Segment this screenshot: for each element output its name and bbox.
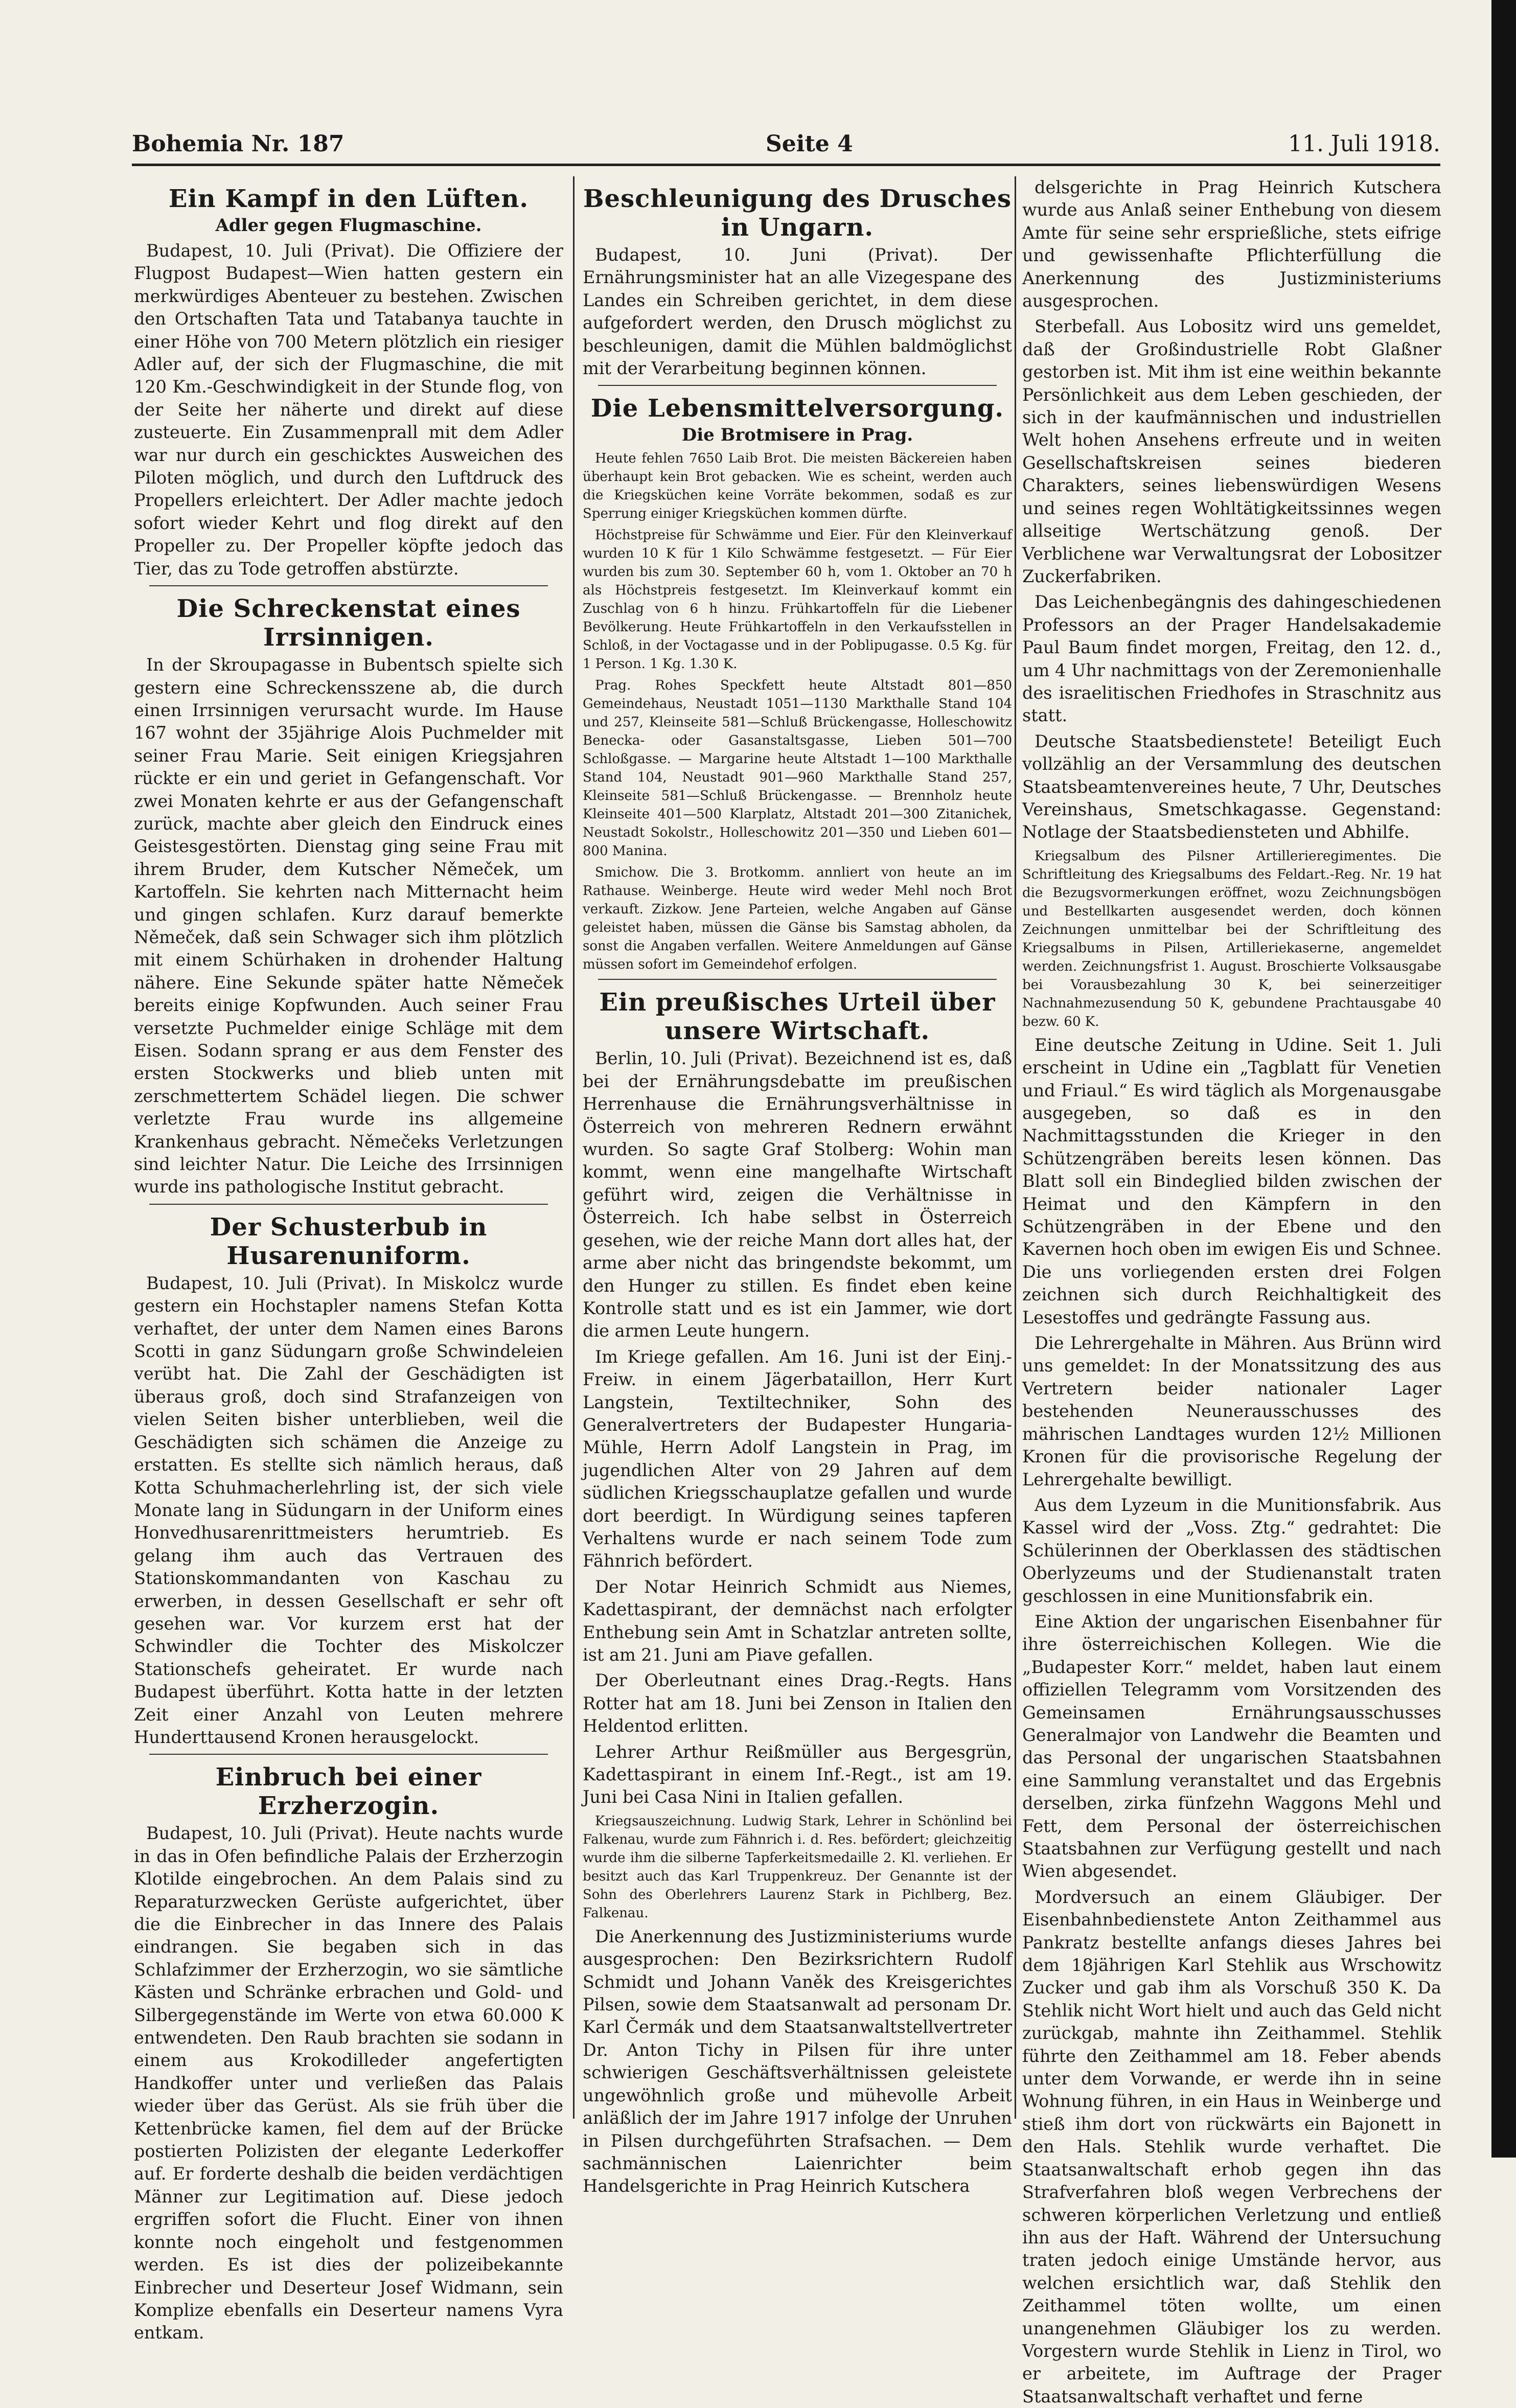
article-text: Das Leichenbegängnis des dahingeschiedenen Professors an der Prager Handelsakademie Paul Baum findet morgen, Freitag, den 12. d., um 4 Uhr nachmittags von der Zeremonienhalle des israelitischen Friedhofes in Straschnitz aus statt. bbox=[1022, 592, 1441, 726]
article-headline: Einbruch bei einer Erzherzogin. bbox=[215, 1763, 482, 1821]
article-text: Budapest, 10. Juni (Privat). Der Ernährungsminister hat an alle Vizegespane des Landes ein Schreiben gerichtet, in dem diese aufgefordert werden, den Drusch möglichst zu beschleunigen, damit die Mühlen baldmöglichst mit der Verarbeitung beginnen können. bbox=[583, 245, 1012, 379]
article-text: Budapest, 10. Juli (Privat). Heute nachts wurde in das in Ofen befindliche Palais der Erzherzogin Klotilde eingebrochen. An dem Palais sind zu Reparaturzwecken Gerüste aufgerichtet, über die die Einbrecher in das Innere des Palais eindrangen. Sie begaben sich in das Schlafzimmer der Erzherzogin, wo sie sämtliche Kästen und Schränke erbrachen und Gold- und Silbergegenstände im Werte von etwa 60.000 K entwendeten. Den Raub brachten sie sodann in einem aus Krokodilleder angefertigten Handkoffer unter und verließen das Palais wieder über das Gerüst. Als sie früh über die Kettenbrücke kamen, fiel dem auf der Brücke postierten Polizisten der elegante Lederkoffer auf. Er forderte deshalb die beiden verdächtigen Männer zur Legitimation auf. Diese jedoch ergriffen sofort die Flucht. Einer von ihnen konnte noch eingeholt und festgenommen werden. Es ist dies der polizeibekannte Einbrecher und Deserteur Josef Widmann, sein Komplize ebenfalls ein Deserteur namens Vyra entkam. bbox=[134, 1823, 563, 2343]
article-text: Kriegsauszeichnung. Ludwig Stark, Lehrer in Schönlind bei Falkenau, wurde zum Fähnrich i. d. Res. befördert; gleichzeitig wurde ihm die silberne Tapferkeitsmedaille 2. Kl. verliehen. Er besitzt auch das Karl Truppenkreuz. Der Genannte ist der Sohn des Oberlehrers Laurenz Stark in Pichlberg, Bez. Falkenau. bbox=[583, 1813, 1012, 1921]
column-left bbox=[134, 176, 563, 2343]
article-text: Smichow. Die 3. Brotkomm. annliert von heute an im Rathause. Weinberge. Heute wird weder Mehl noch Brot verkauft. Zizkow. Jene Parteien, welche Angaben auf Gänse geleistet haben, müssen die Gänse bis Samstag abholen, da sonst die Angaben verfallen. Weitere Anmeldungen auf Gänse müssen sofort im Gemeindehof erfolgen. bbox=[583, 865, 1012, 973]
article-text: Im Kriege gefallen. Am 16. Juni ist der Einj.-Freiw. in einem Jägerbataillon, Herr Kurt Langstein, Textiltechniker, Sohn des Generalvertreters der Budapester Hungaria-Mühle, Herrn Adolf Langstein in Prag, im jugendlichen Alter von 29 Jahren auf dem südlichen Kriegsschauplatze gefallen und wurde dort beerdigt. In Würdigung seines tapferen Verhaltens wurde er nach seinem Tode zum Fähnrich befördert. bbox=[583, 1346, 1012, 1571]
article-headline: Ein Kampf in den Lüften. bbox=[168, 185, 529, 213]
article-divider bbox=[598, 979, 997, 980]
article-headline: Die Lebensmittelversorgung. bbox=[590, 394, 1004, 423]
article-divider bbox=[149, 1754, 548, 1755]
article-text: Höchstpreise für Schwämme und Eier. Für den Kleinverkauf wurden 10 K für 1 Kilo Schwämme festgesetzt. — Für Eier wurden bis zum 30. September 60 h, vom 1. Oktober an 70 h als Höchstpreis festgesetzt. Im Kleinverkauf kommt ein Zuschlag von 6 h hinzu. Frühkartoffeln für die Liebener Bevölkerung. Heute Frühkartoffeln in den Verkaufsstellen in Schloß, in der Voctagasse und in der Poblipugasse. 0.5 Kg. für 1 Person. 1 Kg. 1.30 K. bbox=[583, 528, 1012, 672]
article-text: Deutsche Staatsbedienstete! Beteiligt Euch vollzählig an der Versammlung des deutschen Staatsbeamtenvereines heute, 7 Uhr, Deutsches Vereinshaus, Smetschkagasse. Gegenstand: Notlage der Staatsbediensteten und Abhilfe. bbox=[1022, 731, 1441, 842]
article-text: delsgerichte in Prag Heinrich Kutschera wurde aus Anlaß seiner Enthebung von diesem Amte für seine sehr ersprießliche, stets eifrige und gewissenhafte Pflichterfüllung die Anerkennung des Justizministeriums ausgesprochen. bbox=[1022, 177, 1441, 311]
header-date: 11. Juli 1918. bbox=[1288, 131, 1440, 157]
article-divider bbox=[598, 385, 997, 386]
article-text: Heute fehlen 7650 Laib Brot. Die meisten Bäckereien haben überhaupt kein Brot gebacken. Wie es scheint, werden auch die Kriegsküchen keine Vorräte bekommen, sodaß es zur Sperrung einiger Kriegsküchen kommen dürfte. bbox=[583, 451, 1012, 522]
article-text: Prag. Rohes Speckfett heute Altstadt 801—850 Gemeindehaus, Neustadt 1051—1130 Markthalle Stand 104 und 257, Kleinseite 581—Schluß Brückengasse, Holleschowitz Benecka- oder Gasanstaltsgasse, Lieben 501—700 Schloßgasse. — Margarine heute Altstadt 1—100 Markthalle Stand 104, Neustadt 901—960 Markthalle Stand 257, Kleinseite 581—Schluß Brückengasse. — Brennholz heute Kleinseite 401—500 Klarplatz, Altstadt 201—300 Zitanichek, Neustadt Sokolstr., Holleschowitz 201—350 und Lieben 601—800 Manina. bbox=[583, 678, 1012, 859]
article-subheadline: Die Brotmisere in Prag. bbox=[681, 425, 913, 446]
scan-edge bbox=[1491, 0, 1516, 2158]
header-issue: Bohemia Nr. 187 bbox=[132, 131, 344, 157]
column-divider bbox=[573, 176, 575, 2119]
column-right bbox=[1022, 176, 1441, 2406]
article-subheadline: Adler gegen Flugmaschine. bbox=[215, 215, 482, 236]
article-text: Der Notar Heinrich Schmidt aus Niemes, Kadettaspirant, der demnächst nach erfolgter Enthebung sein Amt in Schatzlar antreten sollte, ist am 21. Juni am Piave gefallen. bbox=[583, 1576, 1012, 1665]
column-middle bbox=[583, 176, 1012, 2196]
article-divider bbox=[149, 585, 548, 586]
article-text: Aus dem Lyzeum in die Munitionsfabrik. Aus Kassel wird der „Voss. Ztg.“ gedrahtet: Die Schülerinnen der Oberklassen des städtischen Oberlyzeums und der Studienanstalt traten geschlossen in eine Munitionsfabrik ein. bbox=[1022, 1495, 1441, 1606]
article-text: Mordversuch an einem Gläubiger. Der Eisenbahnbedienstete Anton Zeithammel aus Pankratz bestellte anfangs dieses Jahres bei dem 18jährigen Karl Stehlik aus Wrschowitz Zucker und gab ihm als Vorschuß 350 K. Da Stehlik nicht Wort hielt und auch das Geld nicht zurückgab, mahnte ihn Zeithammel. Stehlik führte den Zeithammel am 18. Feber abends unter dem Vorwande, er werde ihn in seine Wohnung führen, in ein Haus in Weinberge und stieß ihm dort von rückwärts ein Bajonett in den Hals. Stehlik wurde verhaftet. Die Staatsanwaltschaft erhob gegen ihn das Strafverfahren bloß wegen Verbrechens der schweren körperlichen Verletzung und entließ ihn aus der Haft. Während der Untersuchung traten jedoch einige Umstände hervor, aus welchen ersichtlich war, daß Stehlik den Zeithammel töten wollte, um einen unangenehmen Gläubiger los zu werden. Vorgestern wurde Stehlik in Lienz in Tirol, wo er arbeitete, im Auftrage der Prager Staatsanwaltschaft verhaftet und ferne bbox=[1022, 1887, 1441, 2406]
column-divider bbox=[1015, 176, 1016, 2119]
article-text: Die Anerkennung des Justizministeriums wurde ausgesprochen: Den Bezirksrichtern Rudolf Schmidt und Johann Vaněk des Kreisgerichtes Pilsen, sowie dem Staatsanwalt ad personam Dr. Karl Čermák und dem Staatsanwaltstellvertreter Dr. Anton Tichy in Pilsen für ihre unter schwierigen Geschäftsverhältnissen geleistete ungewöhnlich große und mühevolle Arbeit anläßlich der im Jahre 1917 infolge der Unruhen in Pilsen durchgeführten Strafsachen. — Dem sachmännischen Laienrichter beim Handelsgerichte in Prag Heinrich Kutschera bbox=[583, 1926, 1012, 2196]
article-headline: Beschleunigung des Drusches in Ungarn. bbox=[583, 185, 1012, 242]
article-text: Eine deutsche Zeitung in Udine. Seit 1. Juli erscheint in Udine ein „Tagblatt für Venetien und Friaul.“ Es wird täglich als Morgenausgabe ausgegeben, so daß es in den Nachmittagsstunden die Krieger in den Schützengräben bereits lesen können. Das Blatt soll ein Bindeglied bilden zwischen der Heimat und den Kämpfern in den Schützengräben in der Ebene und den Kavernen hoch oben im ewigen Eis und Schnee. Die uns vorliegenden ersten drei Folgen zeichnen sich durch Reichhaltigkeit des Lesestoffes und gedrängte Fassung aus. bbox=[1022, 1035, 1441, 1327]
article-text: Eine Aktion der ungarischen Eisenbahner für ihre österreichischen Kollegen. Wie die „Budapester Korr.“ meldet, haben laut einem offiziellen Telegramm vom Vorsitzenden des Gemeinsamen Ernährungsausschusses Generalmajor von Landwehr die Beamten und das Personal der ungarischen Staatsbahnen eine Sammlung veranstaltet und das Ergebnis derselben, zirka fünfzehn Waggons Mehl und Fett, dem Personal der österreichischen Staatsbahnen zur Verfügung gestellt und nach Wien abgesendet. bbox=[1022, 1611, 1441, 1882]
article-text: Budapest, 10. Juli (Privat). In Miskolcz wurde gestern ein Hochstapler namens Stefan Kotta verhaftet, der unter dem Namen eines Barons Scotti in ganz Südungarn große Schwindeleien verübt hat. Die Zahl der Geschädigten ist überaus groß, doch sind Strafanzeigen von vielen Seiten bisher unterblieben, weil die Geschädigten sich schämen die Anzeige zu erstatten. Es stellte sich nämlich heraus, daß Kotta Schuhmacherlehrling ist, der sich viele Monate lang in Südungarn in der Uniform eines Honvedhusarenrittmeisters herumtrieb. Es gelang ihm auch das Vertrauen des Stationskommandanten von Kaschau zu erwerben, in dessen Gesellschaft er sehr oft gesehen war. Vor kurzem erst hat der Schwindler die Tochter des Miskolczer Stationschefs geheiratet. Er wurde nach Budapest überführt. Kotta hatte in der letzten Zeit einer Anzahl von Leuten mehrere Hunderttausend Kronen herausgelockt. bbox=[134, 1273, 563, 1747]
article-text: Sterbefall. Aus Lobositz wird uns gemeldet, daß der Großindustrielle Robt Glaßner gestorben ist. Mit ihm ist eine weithin bekannte Persönlichkeit aus dem Leben geschieden, der sich in der kaufmännischen und industriellen Welt hohen Ansehens erfreute und in weiten Gesellschaftskreisen seines biederen Charakters, seines liebenswürdigen Wesens und seines regen Wohltätigkeitssinnes wegen allseitige Wertschätzung genoß. Der Verblichene war Verwaltungsrat der Lobositzer Zuckerfabriken. bbox=[1022, 316, 1441, 586]
article-text: Lehrer Arthur Reißmüller aus Bergesgrün, Kadettaspirant in einem Inf.-Regt., ist am 19. Juni bei Casa Nini in Italien gefallen. bbox=[583, 1741, 1012, 1807]
article-headline: Der Schusterbub in Husarenuniform. bbox=[210, 1212, 488, 1270]
article-divider bbox=[149, 1204, 548, 1205]
article-text: Der Oberleutnant eines Drag.-Regts. Hans Rotter hat am 18. Juni bei Zenson in Italien den Heldentod erlitten. bbox=[583, 1670, 1012, 1736]
article-headline: Ein preußisches Urteil über unsere Wirtschaft. bbox=[599, 988, 996, 1046]
article-text: Berlin, 10. Juli (Privat). Bezeichnend ist es, daß bei der Ernährungsdebatte im preußischen Herrenhause die Ernährungsverhältnisse in Österreich von mehreren Rednern erwähnt wurden. So sagte Graf Stolberg: Wohin man kommt, wenn eine mangelhafte Wirtschaft geführt wird, zeigen die Verhältnisse in Österreich. Ich habe selbst in Österreich gesehen, wie der reiche Mann dort alles hat, der arme aber nicht das bringendste bekommt, um den Hunger zu stillen. Es findet eben keine Kontrolle statt und es ist ein Jammer, wie dort die armen Leute hungern. bbox=[583, 1048, 1012, 1341]
article-headline: Die Schreckenstat eines Irrsinnigen. bbox=[176, 594, 521, 652]
article-text: In der Skroupagasse in Bubentsch spielte sich gestern eine Schreckensszene ab, die durch einen Irrsinnigen verursacht wurde. Im Hause 167 wohnt der 35jährige Alois Puchmelder mit seiner Frau Marie. Seit einigen Kriegsjahren rückte er ein und geriet in Gefangenschaft. Vor zwei Monaten kehrte er aus der Gefangenschaft zurück, machte aber gleich den Eindruck eines Geistesgestörten. Dienstag ging seine Frau mit ihrem Bruder, dem Kutscher Němeček, um Kartoffeln. Sie kehrten nach Mitternacht heim und gingen schlafen. Kurz darauf bemerkte Němeček, daß sein Schwager sich ihm plötzlich mit einem Schürhaken in drohender Haltung nähere. Eine Sekunde später hatte Němeček bereits einige Kopfwunden. Auch seiner Frau versetzte Puchmelder einige Schläge mit dem Eisen. Sodann sprang er aus dem Fenster des ersten Stockwerks und blieb unten mit zerschmettertem Schädel liegen. Die schwer verletzte Frau wurde ins allgemeine Krankenhaus gebracht. Němečeks Verletzungen sind leichter Natur. Die Leiche des Irrsinnigen wurde ins pathologische Institut gebracht. bbox=[134, 655, 563, 1197]
header-rule bbox=[132, 164, 1440, 166]
article-text: Budapest, 10. Juli (Privat). Die Offiziere der Flugpost Budapest—Wien hatten gestern ein merkwürdiges Abenteuer zu bestehen. Zwischen den Ortschaften Tata und Tatabanya tauchte in einer Höhe von 700 Metern plötzlich ein riesiger Adler auf, der sich der Flugmaschine, die mit 120 Km.-Geschwindigkeit in der Stunde flog, von der Seite her näherte und direkt auf diese zusteuerte. Ein Zusammenprall mit dem Adler war nur durch ein geschicktes Ausweichen des Piloten möglich, und durch den Luftdruck des Propellers erleichtert. Der Adler machte jedoch sofort wieder Kehrt und flog direkt auf den Propeller zu. Der Propeller köpfte jedoch das Tier, das zu Tode getroffen abstürzte. bbox=[134, 241, 563, 579]
article-text: Kriegsalbum des Pilsner Artillerieregimentes. Die Schriftleitung des Kriegsalbums des Feldart.-Reg. Nr. 19 hat die Bezugsvormerkungen eröffnet, wozu Zeichnungsbögen und Bestellkarten ausgesendet werden, doch können Zeichnungen unmittelbar bei der Schriftleitung des Kriegsalbums in Pilsen, Artilleriekaserne, angemeldet werden. Zeichnungsfrist 1. August. Broschierte Volksausgabe bei Vorausbezahlung 30 K, bei seinerzeitiger Nachnahmezusendung 50 K, gebundene Prachtausgabe 40 bezw. 60 K. bbox=[1022, 848, 1441, 1029]
header-page-number: Seite 4 bbox=[766, 131, 853, 157]
article-text: Die Lehrergehalte in Mähren. Aus Brünn wird uns gemeldet: In der Monatssitzung des aus Vertretern beider nationaler Lager bestehenden Neunerausschusses des mährischen Landtages wurden 12½ Millionen Kronen für die provisorische Regelung der Lehrergehalte bewilligt. bbox=[1022, 1333, 1441, 1489]
